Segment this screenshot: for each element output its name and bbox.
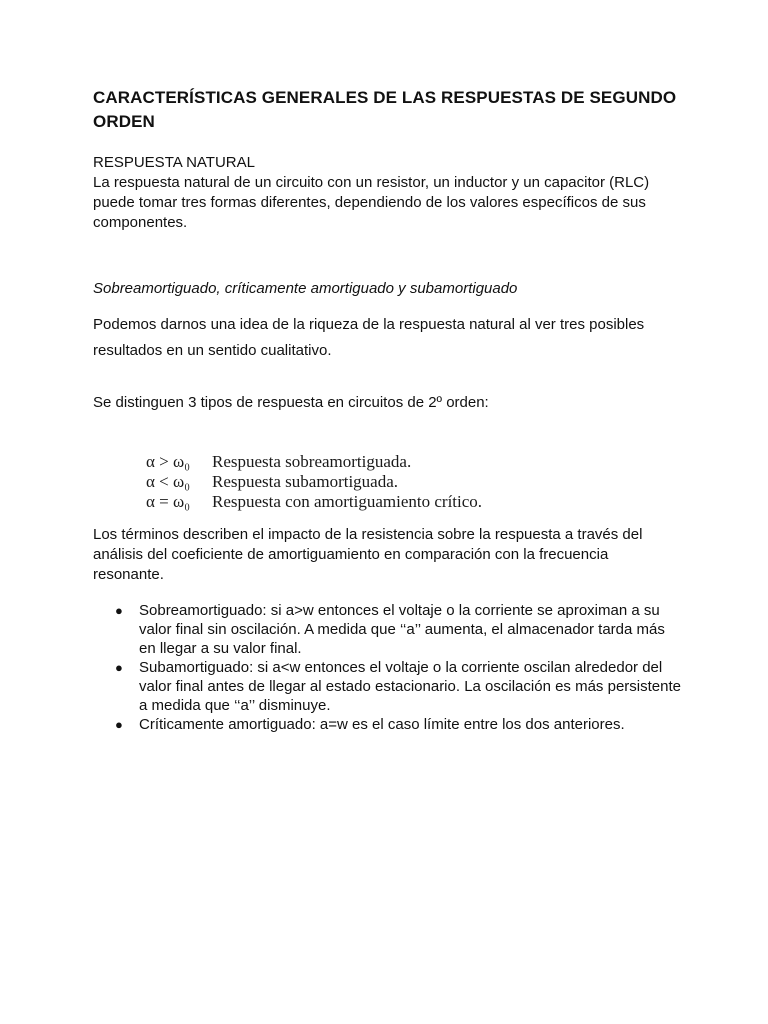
formula-condition: α < ω₀: [146, 472, 191, 491]
intro-paragraph: La respuesta natural de un circuito con un resistor, un inductor y un capacitor (RLC) puede tomar tres formas diferentes, dependiendo de los valores específicos de sus componentes.: [93, 174, 650, 231]
bullet-list: [93, 601, 683, 734]
formula-row: [146, 472, 482, 492]
bullet-icon: ●: [115, 660, 123, 675]
paragraph-2: Se distinguen 3 tipos de respuesta en circuitos de 2º orden:: [93, 394, 489, 411]
list-item: [93, 601, 683, 658]
formula-condition: α = ω₀: [146, 492, 191, 511]
formula-image: [146, 452, 482, 512]
formula-text: Respuesta con amortiguamiento crítico.: [212, 492, 483, 511]
subtitle: Sobreamortiguado, críticamente amortiguado y subamortiguado: [93, 280, 518, 297]
list-item: [93, 715, 683, 734]
formula-text: Respuesta subamortiguada.: [212, 472, 399, 491]
list-item-text: Subamortiguado: si a<w entonces el voltaje o la corriente oscilan alrededor del valor final antes de llegar al estado estacionario. La oscilación es más persistente a medida que ‘‘a’’ disminuye.: [139, 659, 681, 714]
list-item-text: Sobreamortiguado: si a>w entonces el voltaje o la corriente se aproximan a su valor final sin oscilación. A medida que ‘‘a’’ aumenta, el almacenador tarda más en llegar a su valor final.: [139, 602, 665, 657]
bullet-icon: ●: [115, 603, 123, 618]
section-heading: RESPUESTA NATURAL: [93, 154, 255, 171]
formula-row: [146, 492, 482, 512]
list-item: [93, 658, 683, 715]
page-title: CARACTERÍSTICAS GENERALES DE LAS RESPUESTAS DE SEGUNDO ORDEN: [93, 88, 677, 131]
formula-condition: α > ω₀: [146, 452, 191, 471]
formula-text: Respuesta sobreamortiguada.: [212, 452, 412, 471]
list-item-text: Críticamente amortiguado: a=w es el caso límite entre los dos anteriores.: [139, 716, 625, 733]
formula-row: [146, 452, 482, 472]
bullet-icon: ●: [115, 717, 123, 732]
paragraph-3: Los términos describen el impacto de la resistencia sobre la respuesta a través del análisis del coeficiente de amortiguamiento en comparación con la frecuencia resonante.: [93, 526, 643, 583]
paragraph-1: Podemos darnos una idea de la riqueza de la respuesta natural al ver tres posibles resultados en un sentido cualitativo.: [93, 316, 645, 359]
